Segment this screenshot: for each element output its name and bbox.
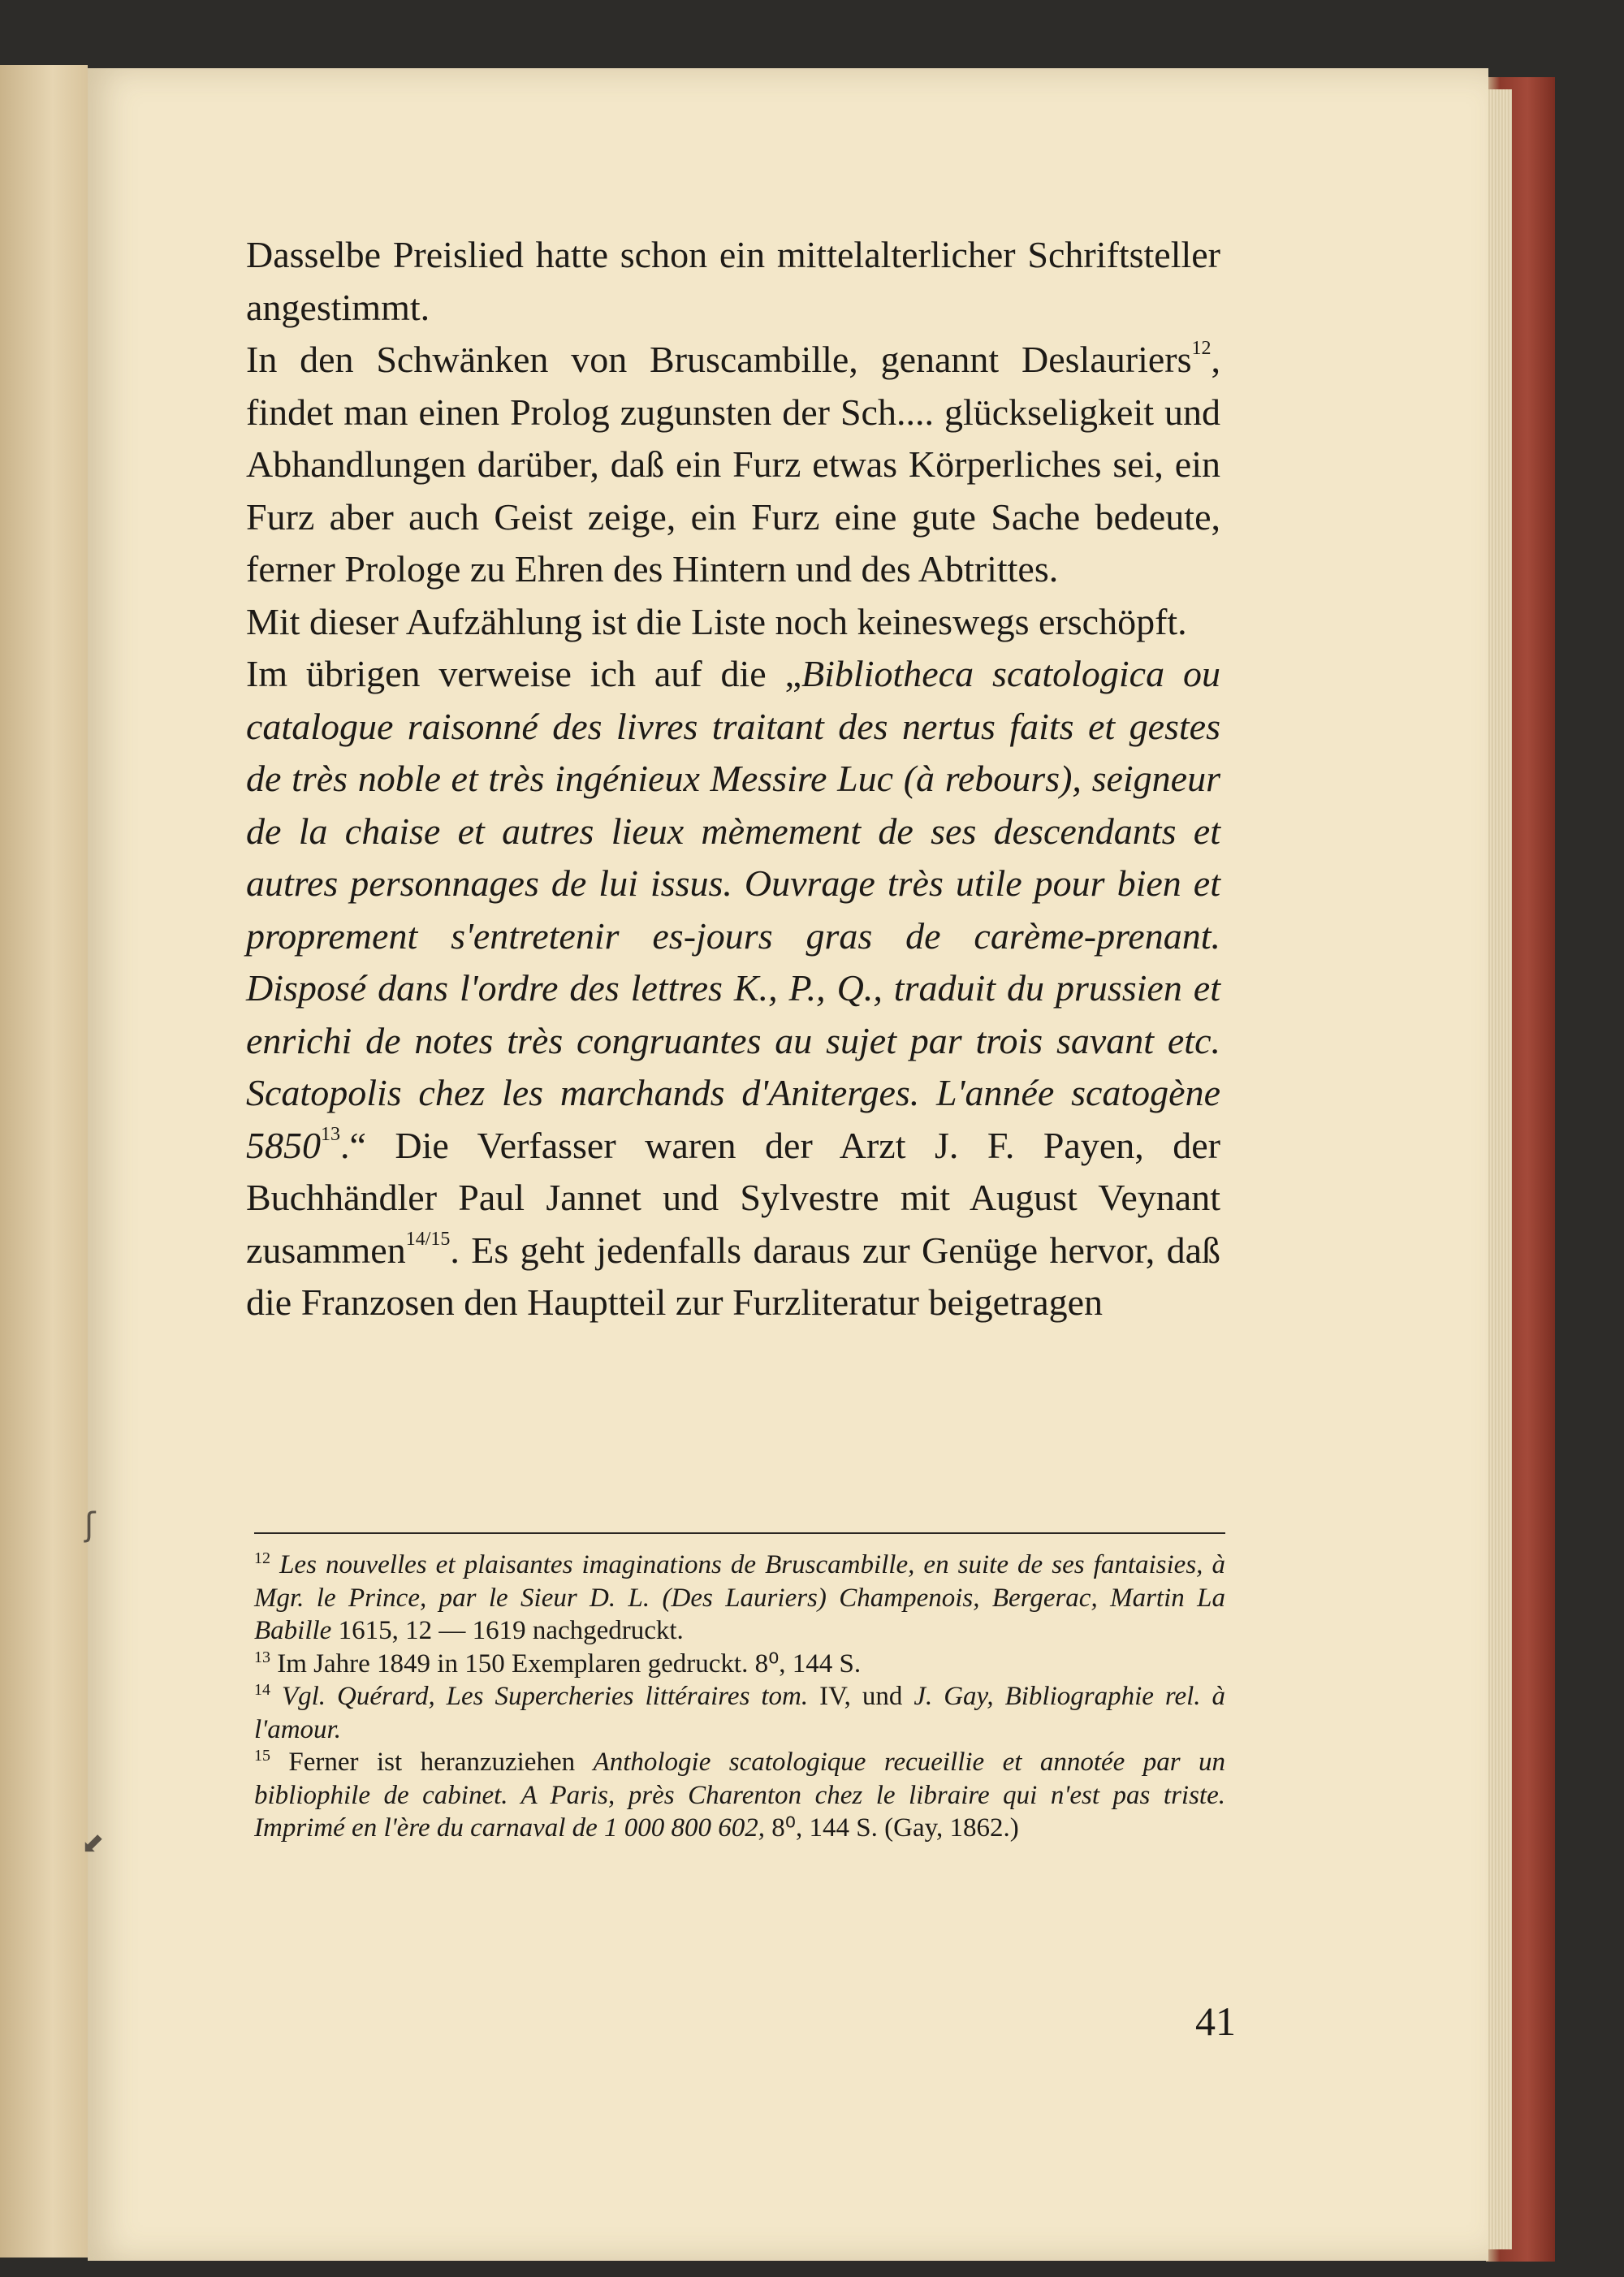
margin-arrow-icon: ⬋ <box>81 1827 105 1860</box>
margin-mark-icon: ʃ <box>84 1506 96 1544</box>
bibliography-title: Bibliotheca scatologica ou catalogue raisonné des livres traitant des nertus faits et gestes de très noble et très ingénieux Messire Luc (à rebours), seigneur de la chaise et autres lieux mèmement de ses descendants et autres personnages de lui issus. Ouvrage très utile pour bien et proprement s'entretenir es-jours gras de carème-prenant. Disposé dans l'ordre des lettres K., P., Q., traduit du prussien et enrichi de notes très congruantes au sujet par trois savant etc. Scatopolis chez les marchands d'Aniterges. L'année scatogène 5850 <box>246 653 1220 1166</box>
paragraph-2: In den Schwänken von Bruscambille, genannt Deslauriers$^{12}$, findet man einen Prolog zugunsten der Sch.... glückseligkeit und Abhandlungen darüber, daß ein Furz etwas Körperliches sei, ein Furz aber auch Geist zeige, ein Furz eine gute Sache bedeute, ferner Prologe zu Ehren des Hintern und des Abtrittes. <box>246 338 1220 590</box>
footnotes <box>254 1549 1225 1845</box>
footnote-14: $^{14}$ Vgl. Quérard, Les Supercheries littéraires tom. IV, und J. Gay, Bibliographie rel. à l'amour. <box>254 1681 1225 1744</box>
footnote-ref-13: 13 <box>321 1123 340 1145</box>
footnote-15: $^{15}$ Ferner ist heranzuziehen Anthologie scatologique recueillie et annotée par un bibliophile de cabinet. A Paris, près Charenton chez le libraire qui n'est pas triste. Imprimé en l'ère du carnaval de 1 000 800 602, 8⁰, 144 S. (Gay, 1862.) <box>254 1747 1225 1843</box>
facing-page-edge <box>0 65 88 2258</box>
footnote-divider <box>254 1532 1225 1534</box>
page-number: 41 <box>1195 1998 1236 2044</box>
paragraph-3: Mit dieser Aufzählung ist die Liste noch keineswegs erschöpft. <box>246 600 1187 642</box>
footnote-ref-14-15: 14/15 <box>405 1228 451 1250</box>
footnote-12: $^{12}$ Les nouvelles et plaisantes imaginations de Bruscambille, en suite de ses fantaisies, à Mgr. le Prince, par le Sieur D. L. (Des Lauriers) Champenois, Bergerac, Martin La Babille 1615, 12 — 1619 nachgedruckt. <box>254 1549 1225 1645</box>
paragraph-4: Im übrigen verweise ich auf die „Bibliotheca scatologica ou catalogue raisonné des livres traitant des nertus faits et gestes de très noble et très ingénieux Messire Luc (à rebours), seigneur de la chaise et autres lieux mèmement de ses descendants et autres personnages de lui issus. Ouvrage très utile pour bien et proprement s'entretenir es-jours gras de carème-prenant. Disposé dans l'ordre des lettres K., P., Q., traduit du prussien et enrichi de notes très congruantes au sujet par trois savant etc. Scatopolis chez les marchands d'Aniterges. L'année scatogène 5850$^{13}$.“ Die Verfasser waren der Arzt J. F. Payen, der Buchhändler Paul Jannet und Sylvestre mit August Veynant zusammen$^{14/15}$. Es geht jedenfalls daraus zur Genüge hervor, daß die Franzosen den Hauptteil zur Furzliteratur beigetragen <box>246 653 1220 1323</box>
main-text <box>246 229 1220 1329</box>
footnote-13: $^{13}$ Im Jahre 1849 in 150 Exemplaren gedruckt. 8⁰, 144 S. <box>254 1648 862 1679</box>
footnote-ref-12: 12 <box>1191 338 1212 359</box>
paragraph-1: Dasselbe Preislied hatte schon ein mittelalterlicher Schriftsteller angestimmt. <box>246 234 1220 328</box>
page-stack-edges <box>1484 89 1512 2249</box>
